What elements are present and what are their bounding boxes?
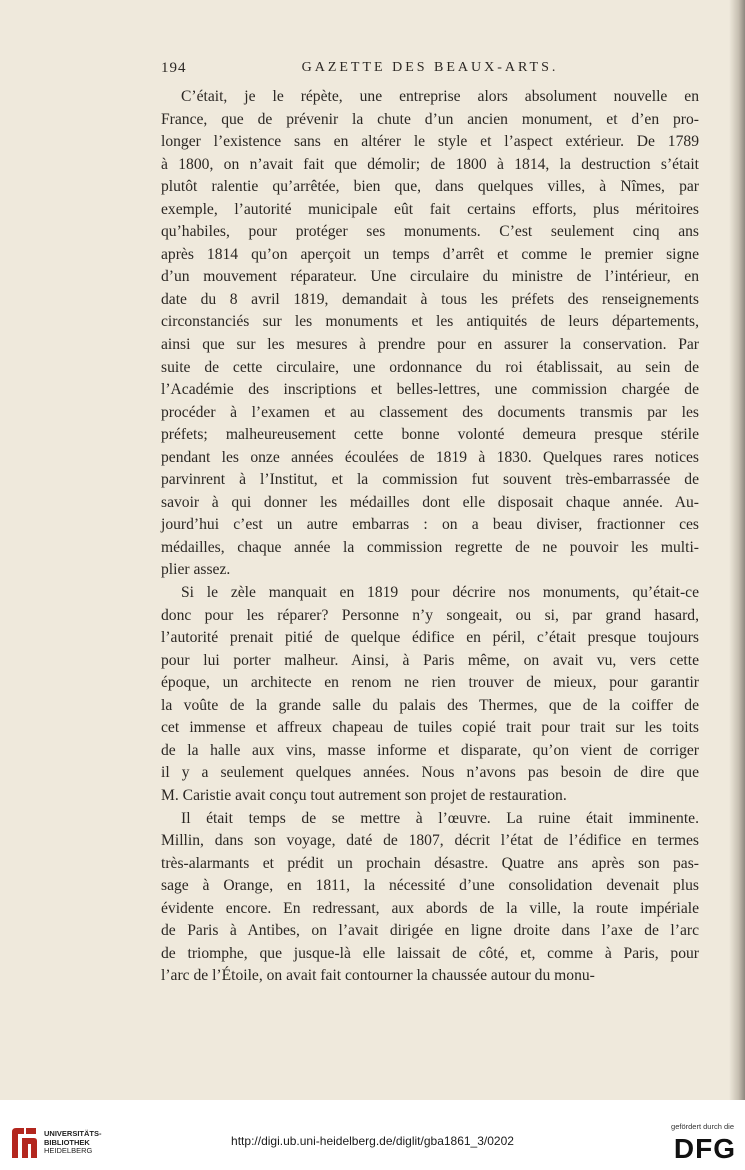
text-line: donc pour les réparer? Personne n’y songeait, ou si, par grand hasard,: [161, 606, 699, 624]
text-line: savoir à qui donner les médailles dont elle disposait chaque année. Au-: [161, 493, 699, 511]
text-line: France, que de prévenir la chute d’un ancien monument, et d’en pro-: [161, 110, 699, 128]
text-line: très-alarmants et prédit un prochain désastre. Quatre ans après son pas-: [161, 854, 699, 872]
text-line: de Paris à Antibes, on l’avait dirigée en ligne droite dans l’axe de l’arc: [161, 922, 699, 940]
text-line: pour lui porter malheur. Ainsi, à Paris même, on avait vu, vers cette: [161, 651, 699, 669]
text-line: qu’habiles, pour protéger ses monuments. C’est seulement cinq ans: [161, 223, 699, 241]
dfg-funding-block: [654, 1122, 740, 1166]
running-head: [161, 60, 699, 82]
text-line: il y a seulement quelques années. Nous n’avons pas besoin de dire que: [161, 764, 699, 782]
text-line: Si le zèle manquait en 1819 pour décrire nos monuments, qu’était-ce: [181, 584, 699, 602]
text-line: de la halle aux vins, masse informe et disparate, qu’on vient de corriger: [161, 741, 699, 759]
text-line: l’arc de l’Étoile, on avait fait contourner la chaussée autour du monu-: [161, 967, 595, 985]
text-line: sage à Orange, en 1811, la nécessité d’une consolidation devenait plus: [161, 877, 699, 895]
text-line: suite de cette circulaire, une ordonnance du roi établissait, au sein de: [161, 358, 699, 376]
text-line: longer l’existence sans en altérer le style et l’aspect extérieur. De 1789: [161, 133, 699, 151]
text-line: à 1800, on n’avait fait que démolir; de 1800 à 1814, la destruction s’était: [161, 155, 699, 173]
dfg-logo: DFG: [673, 1133, 736, 1164]
text-line: Millin, dans son voyage, daté de 1807, décrit l’état de l’édifice en termes: [161, 832, 699, 850]
text-line: jourd’hui c’est un autre embarras : on a beau diviser, fractionner ces: [161, 516, 699, 534]
book-gutter-shadow: [729, 0, 745, 1100]
text-line: date du 8 avril 1819, demandait à tous les préfets des renseignements: [161, 290, 699, 308]
text-line: plier assez.: [161, 561, 231, 579]
text-line: cet immense et affreux chapeau de tuiles copié trait pour trait sur les toits: [161, 719, 699, 737]
digitization-footer: [0, 1100, 745, 1170]
text-line: pendant les onze années écoulées de 1819 à 1830. Quelques rares notices: [161, 448, 699, 466]
text-line: ainsi que sur les mesures à prendre pour en assurer la conservation. Par: [161, 336, 699, 354]
text-line: médailles, chaque année la commission regrette de ne pouvoir les multi-: [161, 538, 699, 556]
library-city-line: HEIDELBERG: [44, 1146, 93, 1155]
source-url-link[interactable]: http://digi.ub.uni-heidelberg.de/diglit/gba1861_3/0202: [231, 1134, 514, 1148]
text-line: époque, un architecte en renom ne rien trouver de mieux, pour garantir: [161, 674, 699, 692]
text-line: Il était temps de se mettre à l’œuvre. La ruine était imminente.: [181, 809, 699, 827]
library-name-line: BIBLIOTHEK: [44, 1137, 90, 1147]
text-line: la voûte de la grande salle du palais des Thermes, que de la coiffer de: [161, 696, 699, 714]
library-name-line: UNIVERSITÄTS-: [44, 1129, 102, 1138]
page-number: 194: [161, 60, 187, 76]
text-line: d’un mouvement réparateur. Une circulaire du ministre de l’intérieur, en: [161, 268, 699, 286]
text-line: M. Caristie avait conçu tout autrement son projet de restauration.: [161, 786, 567, 804]
text-line: exemple, l’autorité municipale eût fait certains efforts, plus méritoires: [161, 200, 699, 218]
text-line: plutôt ralentie qu’arrêtée, bien que, dans quelques villes, à Nîmes, par: [161, 178, 699, 196]
funded-by-label: gefördert durch die: [671, 1122, 734, 1131]
text-line: C’était, je le répète, une entreprise alors absolument nouvelle en: [181, 88, 699, 105]
text-line: procéder à l’examen et au classement des documents transmis par les: [161, 403, 699, 421]
text-line: parvinrent à l’Institut, et la commission fut souvent très-embarrassée de: [161, 471, 699, 489]
text-line: l’Académie des inscriptions et belles-lettres, une commission chargée de: [161, 381, 699, 399]
text-line: circonstanciés sur les monuments et les antiquités de leurs départements,: [161, 313, 699, 331]
text-line: l’autorité prenait pitié de quelque édifice en péril, c’était presque toujours: [161, 629, 699, 647]
text-line: de triomphe, que jusque-là elle laissait de côté, et, comme à Paris, pour: [161, 944, 699, 962]
text-line: évidente encore. En redressant, aux abords de la ville, la route impériale: [161, 899, 699, 917]
journal-title: GAZETTE DES BEAUX-ARTS.: [301, 60, 559, 75]
article-body: [161, 86, 699, 988]
text-line: préfets; malheureusement cette bonne volonté demeura presque stérile: [161, 426, 699, 444]
text-line: après 1814 qu’on aperçoit un temps d’arrêt et comme le premier signe: [161, 245, 699, 263]
